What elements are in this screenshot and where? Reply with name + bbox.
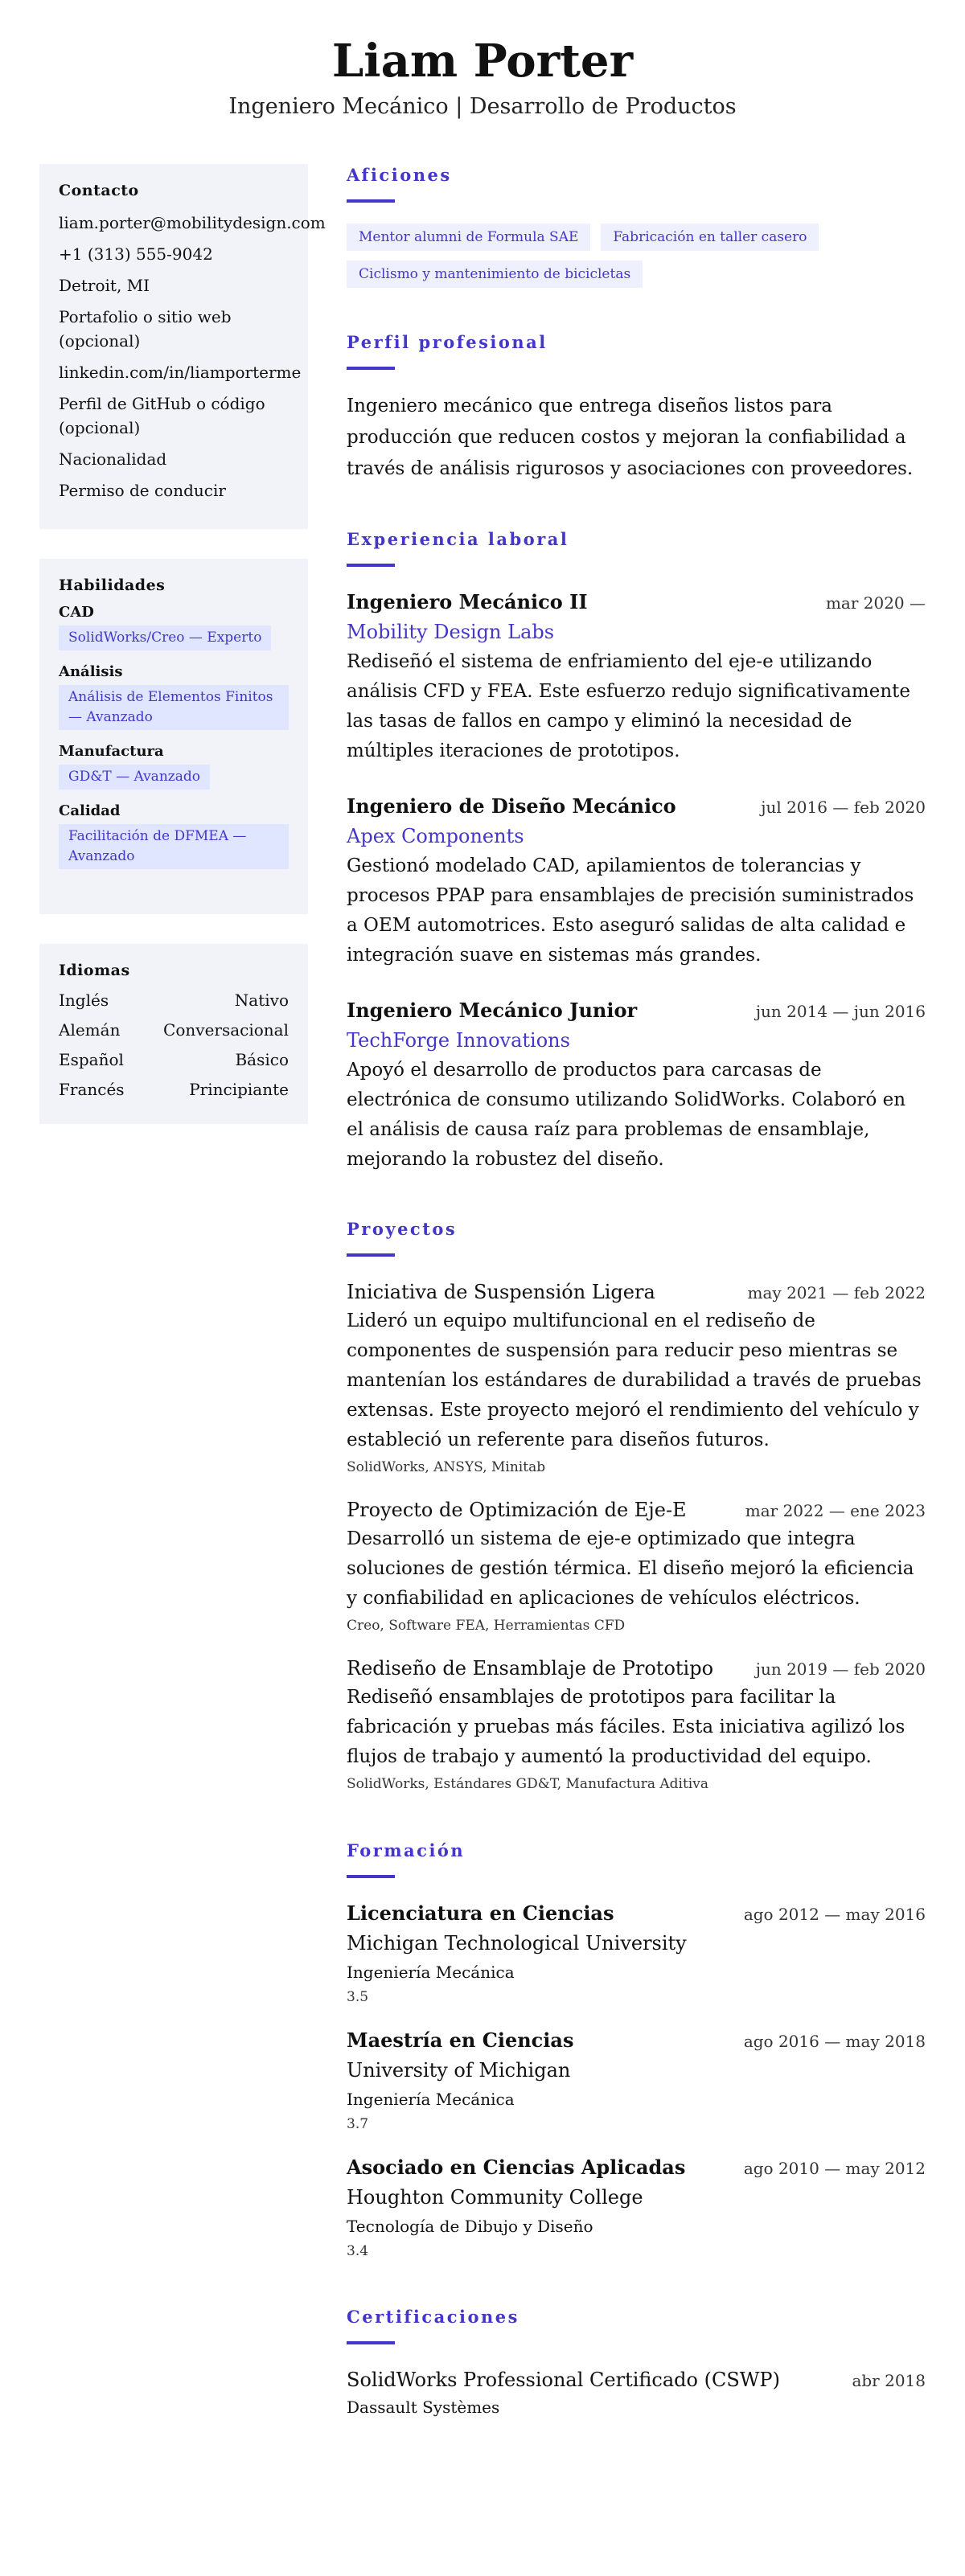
language-row — [59, 1015, 289, 1045]
languages-title: Idiomas — [59, 962, 130, 979]
section-title: Certificaciones — [347, 2307, 519, 2327]
section-divider — [347, 1875, 395, 1878]
field-of-study: Tecnología de Dibujo y Diseño — [347, 2217, 593, 2236]
project-tech: SolidWorks, Estándares GD&T, Manufactura Aditiva — [347, 1776, 708, 1792]
section-divider — [347, 2341, 395, 2344]
project-name: Iniciativa de Suspensión Ligera — [347, 1281, 655, 1303]
job-title: Ingeniero Mecánico II — [347, 590, 588, 613]
profile-summary: Ingeniero mecánico que entrega diseños listos para producción que reducen costos y mejoran la confiabilidad a través de análisis rigurosos y asociaciones con proveedores. — [347, 396, 914, 479]
job-dates: jul 2016 — feb 2020 — [761, 798, 926, 817]
degree: Maestría en Ciencias — [347, 2028, 574, 2052]
language-level: Conversacional — [163, 1020, 289, 1040]
languages-box — [39, 944, 308, 1124]
job-dates: jun 2014 — jun 2016 — [755, 1002, 926, 1021]
job-entry — [347, 996, 926, 1175]
certification-name: SolidWorks Professional Certificado (CSWP) — [347, 2369, 780, 2391]
skill-group — [59, 802, 289, 869]
main-content — [347, 164, 926, 2463]
section-title: Aficiones — [347, 165, 452, 185]
job-description: Rediseñó el sistema de enfriamiento del eje-e utilizando análisis CFD y FEA. Este esfuerzo redujo significativamente las tasas de fallos en campo y eliminó la necesidad de múltiples iteraciones de prototipos. — [347, 651, 911, 761]
project-entry — [347, 1278, 926, 1479]
contact-linkedin[interactable]: linkedin.com/in/liamporterme — [59, 363, 302, 382]
degree: Asociado en Ciencias Aplicadas — [347, 2156, 686, 2179]
hobby-tag: Mentor alumni de Formula SAE — [347, 224, 590, 251]
project-dates: may 2021 — feb 2022 — [747, 1283, 926, 1302]
skills-box — [39, 559, 308, 914]
education-entry — [347, 2153, 926, 2262]
skill-tag: SolidWorks/Creo — Experto — [59, 626, 271, 650]
certification-issuer: Dassault Systèmes — [347, 2398, 500, 2417]
skills-title: Habilidades — [59, 576, 166, 594]
gpa: 3.7 — [347, 2116, 369, 2132]
hobby-tag: Fabricación en taller casero — [601, 224, 819, 251]
education-dates: ago 2010 — may 2012 — [743, 2159, 926, 2178]
school: Houghton Community College — [347, 2186, 643, 2209]
certification-entry — [347, 2365, 926, 2420]
project-entry — [347, 1495, 926, 1638]
education-entry — [347, 1899, 926, 2008]
skill-group — [59, 663, 289, 730]
project-description: Lideró un equipo multifuncional en el rediseño de componentes de suspensión para reducir peso mientras se mantenían los estándares de durabilidad a través de pruebas extensas. Este proyecto mejoró el rendimiento del vehículo y estableció un referente para diseños futuros. — [347, 1311, 922, 1450]
education-dates: ago 2016 — may 2018 — [743, 2032, 926, 2051]
contact-license: Permiso de conducir — [59, 481, 226, 500]
job-company: TechForge Innovations — [347, 1029, 570, 1052]
project-dates: jun 2019 — feb 2020 — [755, 1659, 926, 1679]
school: Michigan Technological University — [347, 1932, 687, 1955]
language-name: Inglés — [59, 991, 109, 1010]
candidate-name: Liam Porter — [331, 35, 634, 88]
contact-github: Perfil de GitHub o código (opcional) — [59, 394, 265, 437]
candidate-headline: Ingeniero Mecánico | Desarrollo de Productos — [228, 94, 737, 119]
project-dates: mar 2022 — ene 2023 — [745, 1501, 926, 1520]
language-row — [59, 986, 289, 1015]
project-name: Proyecto de Optimización de Eje-E — [347, 1499, 687, 1521]
skill-group — [59, 743, 289, 790]
section-title: Proyectos — [347, 1219, 458, 1239]
school: University of Michigan — [347, 2059, 571, 2082]
hobbies-section — [347, 164, 926, 288]
skill-group — [59, 604, 289, 650]
job-company: Apex Components — [347, 825, 524, 847]
job-entry — [347, 792, 926, 970]
contact-location: Detroit, MI — [59, 276, 150, 295]
education-dates: ago 2012 — may 2016 — [743, 1905, 926, 1924]
job-title: Ingeniero Mecánico Junior — [347, 999, 638, 1022]
education-entry — [347, 2026, 926, 2135]
language-row — [59, 1075, 289, 1105]
section-divider — [347, 1253, 395, 1257]
skill-label: Calidad — [59, 802, 121, 819]
certification-date: abr 2018 — [852, 2371, 926, 2390]
contact-portfolio: Portafolio o sitio web (opcional) — [59, 307, 232, 351]
section-divider — [347, 367, 395, 370]
job-dates: mar 2020 — — [825, 593, 926, 613]
project-description: Desarrolló un sistema de eje-e optimizado que integra soluciones de gestión térmica. El diseño mejoró la eficiencia y confiabilidad en aplicaciones de vehículos eléctricos. — [347, 1528, 914, 1609]
contact-nationality: Nacionalidad — [59, 449, 167, 469]
language-row — [59, 1045, 289, 1075]
language-level: Nativo — [234, 991, 289, 1010]
contact-email[interactable]: liam.porter@mobilitydesign.com — [59, 213, 326, 232]
job-title: Ingeniero de Diseño Mecánico — [347, 794, 676, 818]
projects-section — [347, 1218, 926, 1796]
contact-phone: +1 (313) 555-9042 — [59, 244, 213, 264]
resume-header — [0, 0, 965, 122]
skill-tag: Facilitación de DFMEA — Avanzado — [59, 824, 289, 869]
language-level: Principiante — [189, 1080, 289, 1099]
section-title: Perfil profesional — [347, 332, 548, 352]
skill-label: Manufactura — [59, 743, 164, 760]
skill-tag: Análisis de Elementos Finitos — Avanzado — [59, 685, 289, 730]
project-entry — [347, 1654, 926, 1796]
hobby-tag: Ciclismo y mantenimiento de bicicletas — [347, 260, 643, 288]
degree: Licenciatura en Ciencias — [347, 1901, 614, 1925]
field-of-study: Ingeniería Mecánica — [347, 1963, 515, 1982]
field-of-study: Ingeniería Mecánica — [347, 2090, 515, 2109]
section-title: Experiencia laboral — [347, 529, 569, 549]
skill-tag: GD&T — Avanzado — [59, 765, 210, 790]
sidebar — [39, 164, 326, 2463]
experience-section — [347, 528, 926, 1175]
job-company: Mobility Design Labs — [347, 621, 555, 643]
job-description: Apoyó el desarrollo de productos para carcasas de electrónica de consumo utilizando SolidWorks. Colaboró en el análisis de causa raíz para problemas de ensamblaje, mejorando la robustez del diseño. — [347, 1060, 906, 1170]
profile-section — [347, 331, 926, 485]
project-tech: Creo, Software FEA, Herramientas CFD — [347, 1618, 626, 1634]
job-description: Gestionó modelado CAD, apilamientos de tolerancias y procesos PPAP para ensamblajes de precisión suministrados a OEM automotrices. Esto aseguró salidas de alta calidad e integración suave en sistemas más grandes. — [347, 855, 914, 966]
project-name: Rediseño de Ensamblaje de Prototipo — [347, 1657, 714, 1680]
language-level: Básico — [235, 1050, 289, 1069]
section-title: Formación — [347, 1840, 466, 1860]
contact-box — [39, 164, 326, 529]
gpa: 3.4 — [347, 2243, 369, 2259]
language-name: Español — [59, 1050, 124, 1069]
project-tech: SolidWorks, ANSYS, Minitab — [347, 1459, 546, 1475]
job-entry — [347, 588, 926, 766]
contact-title: Contacto — [59, 182, 139, 199]
skill-label: CAD — [59, 604, 94, 621]
education-section — [347, 1840, 926, 2262]
skill-label: Análisis — [59, 663, 123, 680]
language-name: Francés — [59, 1080, 125, 1099]
gpa: 3.5 — [347, 1989, 369, 2005]
language-name: Alemán — [59, 1020, 121, 1040]
project-description: Rediseñó ensamblajes de prototipos para facilitar la fabricación y pruebas más fáciles. Esta iniciativa agilizó los flujos de trabajo y aumentó la productividad del equipo. — [347, 1687, 905, 1767]
certifications-section — [347, 2306, 926, 2420]
section-divider — [347, 564, 395, 567]
section-divider — [347, 199, 395, 203]
